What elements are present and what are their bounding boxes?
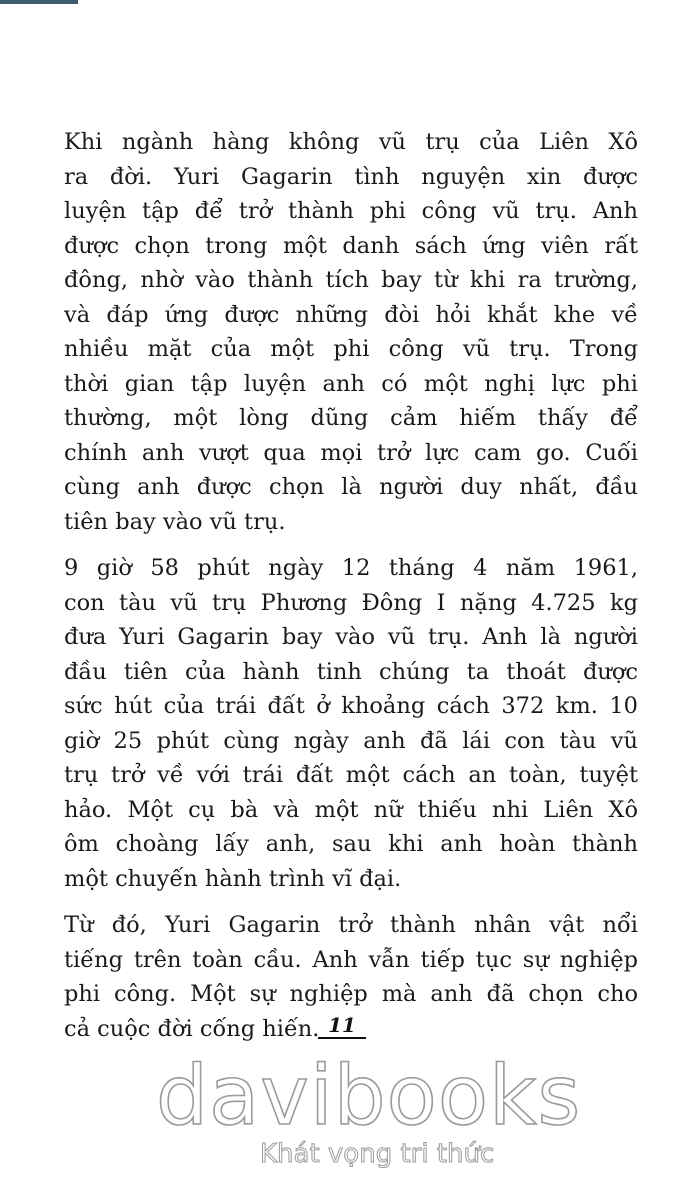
text-line: con tàu vũ trụ Phương Đông I nặng 4.725 kg bbox=[64, 589, 638, 616]
text-line: Khi ngành hàng không vũ trụ của Liên Xô bbox=[64, 129, 638, 155]
book-page-body bbox=[64, 125, 638, 1058]
text-line: đầu tiên của hành tinh chúng ta thoát được bbox=[64, 658, 638, 685]
text-line: trụ trở về với trái đất một cách an toàn, tuyệt bbox=[64, 762, 638, 788]
text-line: tiếng trên toàn cầu. Anh vẫn tiếp tục sự nghiệp bbox=[64, 946, 638, 973]
text-line: thường, một lòng dũng cảm hiếm thấy để bbox=[64, 405, 638, 431]
text-line: 9 giờ 58 phút ngày 12 tháng 4 năm 1961, bbox=[64, 555, 638, 581]
text-line: nhiều mặt của một phi công vũ trụ. Trong bbox=[64, 336, 638, 362]
text-line: được chọn trong một danh sách ứng viên rất bbox=[64, 232, 638, 259]
top-edge-mark bbox=[0, 0, 78, 4]
text-line: luyện tập để trở thành phi công vũ trụ. Anh bbox=[64, 198, 638, 224]
text-line: và đáp ứng được những đòi hỏi khắt khe về bbox=[64, 301, 638, 328]
text-line: đông, nhờ vào thành tích bay từ khi ra trường, bbox=[64, 267, 638, 293]
text-line: cả cuộc đời cống hiến. bbox=[64, 1015, 320, 1042]
text-line: Từ đó, Yuri Gagarin trở thành nhân vật nổi bbox=[64, 912, 638, 938]
text-line: ra đời. Yuri Gagarin tình nguyện xin được bbox=[64, 163, 638, 190]
text-line: tiên bay vào vũ trụ. bbox=[64, 508, 286, 535]
text-line: ôm choàng lấy anh, sau khi anh hoàn thành bbox=[64, 831, 638, 857]
watermark-tagline: Khát vọng tri thức bbox=[260, 1139, 495, 1169]
paragraph-2 bbox=[64, 551, 638, 896]
text-line: đưa Yuri Gagarin bay vào vũ trụ. Anh là người bbox=[64, 624, 638, 650]
text-line: sức hút của trái đất ở khoảng cách 372 km. 10 bbox=[64, 693, 638, 719]
text-line: cùng anh được chọn là người duy nhất, đầu bbox=[64, 474, 638, 500]
paragraph-1 bbox=[64, 125, 638, 539]
text-line: giờ 25 phút cùng ngày anh đã lái con tàu vũ bbox=[64, 727, 638, 754]
text-line: chính anh vượt qua mọi trở lực cam go. Cuối bbox=[64, 439, 638, 466]
text-line: hảo. Một cụ bà và một nữ thiếu nhi Liên Xô bbox=[64, 796, 638, 823]
page-number: 11 bbox=[318, 1013, 366, 1039]
text-line: phi công. Một sự nghiệp mà anh đã chọn cho bbox=[64, 981, 638, 1007]
text-line: một chuyến hành trình vĩ đại. bbox=[64, 865, 402, 892]
watermark-logo-text: davibooks bbox=[156, 1049, 582, 1144]
text-line: thời gian tập luyện anh có một nghị lực phi bbox=[64, 370, 638, 397]
davibooks-watermark bbox=[156, 1049, 582, 1182]
